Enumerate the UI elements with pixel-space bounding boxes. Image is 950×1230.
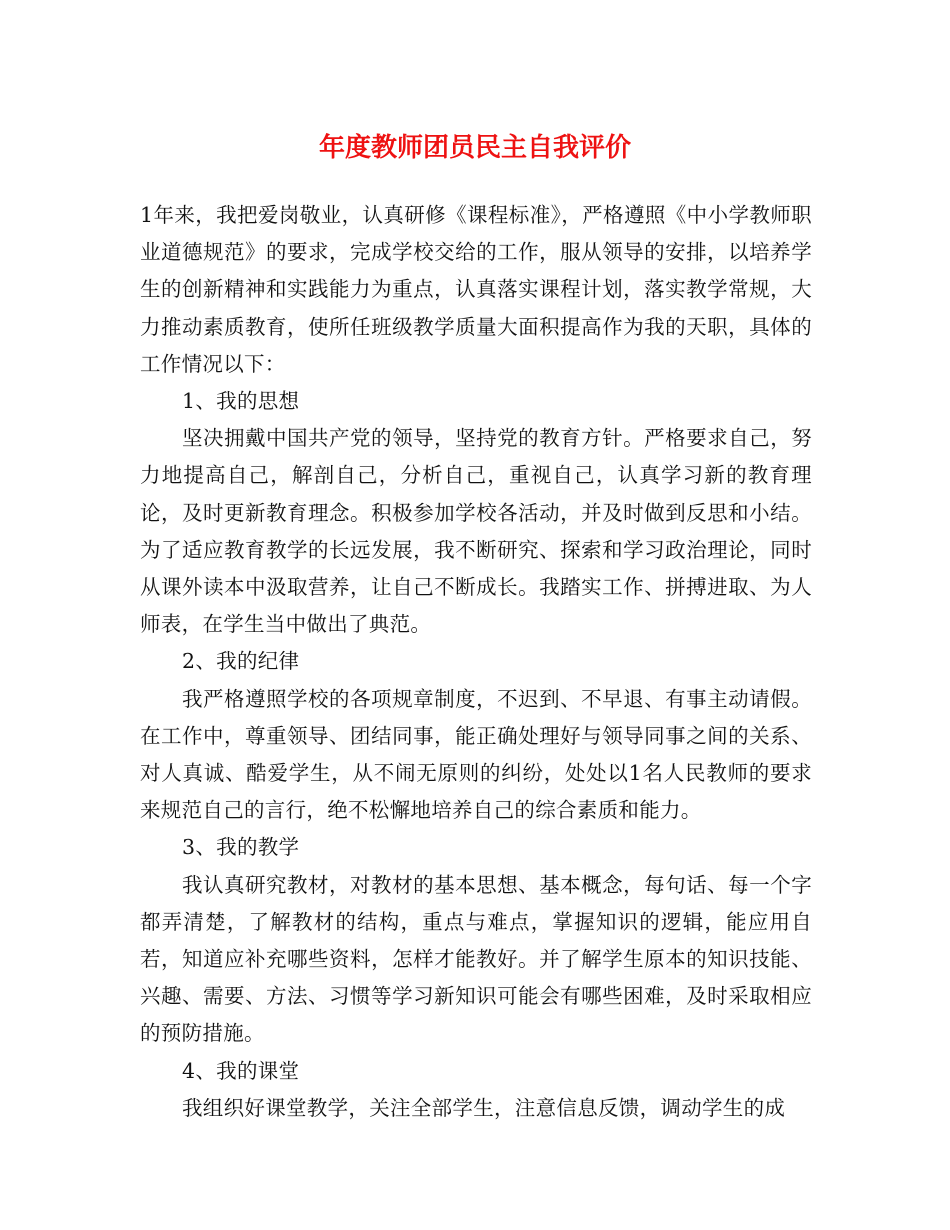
section-heading-thought: 1、我的思想: [182, 389, 300, 414]
document-body: [140, 197, 812, 1127]
section-heading-discipline: 2、我的纪律: [182, 649, 300, 674]
section-heading-classroom: 4、我的课堂: [182, 1058, 300, 1083]
section-heading-teaching: 3、我的教学: [182, 835, 300, 860]
section-text-thought: 坚决拥戴中国共产党的领导，坚持党的教育方针。严格要求自己，努力地提高自己，解剖自己，分析自己，重视自己，认真学习新的教育理论，及时更新教育理念。积极参加学校各活动，并及时做到反思和小结。为了适应教育教学的长远发展，我不断研究、探索和学习政治理论，同时从课外读本中汲取营养，让自己不断成长。我踏实工作、拼搏进取、为人师表，在学生当中做出了典范。: [140, 426, 812, 637]
document-title: 年度教师团员民主自我评价: [318, 133, 631, 163]
section-text-teaching: 我认真研究教材，对教材的基本思想、基本概念，每句话、每一个字都弄清楚，了解教材的结构，重点与难点，掌握知识的逻辑，能应用自若，知道应补充哪些资料，怎样才能教好。并了解学生原本的知识技能、兴趣、需要、方法、习惯等学习新知识可能会有哪些困难，及时采取相应的预防措施。: [140, 872, 812, 1046]
section-text-classroom: 我组织好课堂教学，关注全部学生，注意信息反馈，调动学生的成: [182, 1095, 786, 1120]
section-text-discipline: 我严格遵照学校的各项规章制度，不迟到、不早退、有事主动请假。在工作中，尊重领导、团结同事，能正确处理好与领导同事之间的关系、对人真诚、酷爱学生，从不闹无原则的纠纷，处处以1名人民教师的要求来规范自己的言行，绝不松懈地培养自己的综合素质和能力。: [140, 686, 812, 823]
intro-paragraph: 1年来，我把爱岗敬业，认真研修《课程标准》，严格遵照《中小学教师职业道德规范》的要求，完成学校交给的工作，服从领导的安排，以培养学生的创新精神和实践能力为重点，认真落实课程计划，落实教学常规，大力推动素质教育，使所任班级教学质量大面积提高作为我的天职，具体的工作情况以下：: [140, 203, 812, 376]
